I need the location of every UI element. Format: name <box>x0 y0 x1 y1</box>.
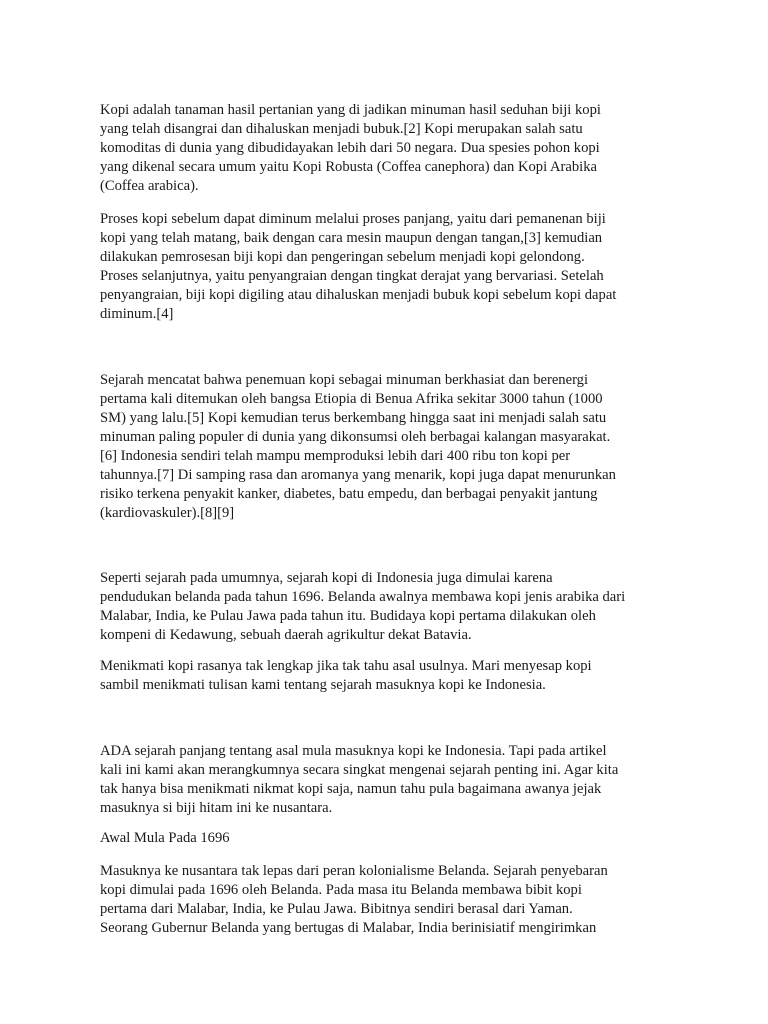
text-line: Seorang Gubernur Belanda yang bertugas di Malabar, India berinisiatif mengirimkan <box>100 920 597 936</box>
text-line: (Coffea arabica). <box>100 178 199 194</box>
text-line: kopi yang telah matang, baik dengan cara mesin maupun dengan tangan,[3] kemudian <box>100 230 603 246</box>
text-line: SM) yang lalu.[5] Kopi kemudian terus berkembang hingga saat ini menjadi salah satu <box>100 410 607 426</box>
text-line: yang telah disangrai dan dihaluskan menjadi bubuk.[2] Kopi merupakan salah satu <box>100 121 583 137</box>
text-line: (kardiovaskuler).[8][9] <box>100 505 235 521</box>
text-line: kompeni di Kedawung, sebuah daerah agrikultur dekat Batavia. <box>100 627 472 643</box>
text-line: Seperti sejarah pada umumnya, sejarah kopi di Indonesia juga dimulai karena <box>100 570 553 586</box>
text-line: penyangraian, biji kopi digiling atau dihaluskan menjadi bubuk kopi sebelum kopi dapat <box>100 287 617 303</box>
text-line: Kopi adalah tanaman hasil pertanian yang di jadikan minuman hasil seduhan biji kopi <box>100 102 601 118</box>
text-line: tak hanya bisa menikmati nikmat kopi saja, namun tahu pula bagaimana awanya jejak <box>100 781 602 797</box>
text-line: kopi dimulai pada 1696 oleh Belanda. Pada masa itu Belanda membawa bibit kopi <box>100 882 582 898</box>
text-line: Menikmati kopi rasanya tak lengkap jika tak tahu asal usulnya. Mari menyesap kopi <box>100 658 592 674</box>
text-line: Proses kopi sebelum dapat diminum melalui proses panjang, yaitu dari pemanenan biji <box>100 211 606 227</box>
text-line: ADA sejarah panjang tentang asal mula masuknya kopi ke Indonesia. Tapi pada artikel <box>100 743 607 759</box>
text-line: komoditas di dunia yang dibudidayakan lebih dari 50 negara. Dua spesies pohon kopi <box>100 140 600 156</box>
text-line: kali ini kami akan merangkumnya secara singkat mengenai sejarah penting ini. Agar kita <box>100 762 619 778</box>
text-line: Malabar, India, ke Pulau Jawa pada tahun itu. Budidaya kopi pertama dilakukan oleh <box>100 608 596 624</box>
text-line: pertama dari Malabar, India, ke Pulau Jawa. Bibitnya sendiri berasal dari Yaman. <box>100 901 573 917</box>
text-line: masuknya si biji hitam ini ke nusantara. <box>100 800 333 816</box>
text-line: yang dikenal secara umum yaitu Kopi Robusta (Coffea canephora) dan Kopi Arabika <box>100 159 597 175</box>
text-line: risiko terkena penyakit kanker, diabetes, batu empedu, dan berbagai penyakit jantung <box>100 486 598 502</box>
text-line: Sejarah mencatat bahwa penemuan kopi sebagai minuman berkhasiat dan berenergi <box>100 372 589 388</box>
text-line: [6] Indonesia sendiri telah mampu memproduksi lebih dari 400 ribu ton kopi per <box>100 448 571 464</box>
text-line: Masuknya ke nusantara tak lepas dari peran kolonialisme Belanda. Sejarah penyebaran <box>100 863 608 879</box>
text-line: minuman paling populer di dunia yang dikonsumsi oleh berbagai kalangan masyarakat. <box>100 429 611 445</box>
text-line: sambil menikmati tulisan kami tentang sejarah masuknya kopi ke Indonesia. <box>100 677 546 693</box>
text-line: tahunnya.[7] Di samping rasa dan aromanya yang menarik, kopi juga dapat menurunkan <box>100 467 616 483</box>
text-line: pendudukan belanda pada tahun 1696. Belanda awalnya membawa kopi jenis arabika dari <box>100 589 626 605</box>
text-line: Proses selanjutnya, yaitu penyangraian dengan tingkat derajat yang bervariasi. Setelah <box>100 268 604 284</box>
text-line: diminum.[4] <box>100 306 174 322</box>
text-line: Awal Mula Pada 1696 <box>100 830 230 846</box>
text-line: pertama kali ditemukan oleh bangsa Etiopia di Benua Afrika sekitar 3000 tahun (1000 <box>100 391 603 407</box>
text-line: dilakukan pemrosesan biji kopi dan pengeringan sebelum menjadi kopi gelondong. <box>100 249 585 265</box>
